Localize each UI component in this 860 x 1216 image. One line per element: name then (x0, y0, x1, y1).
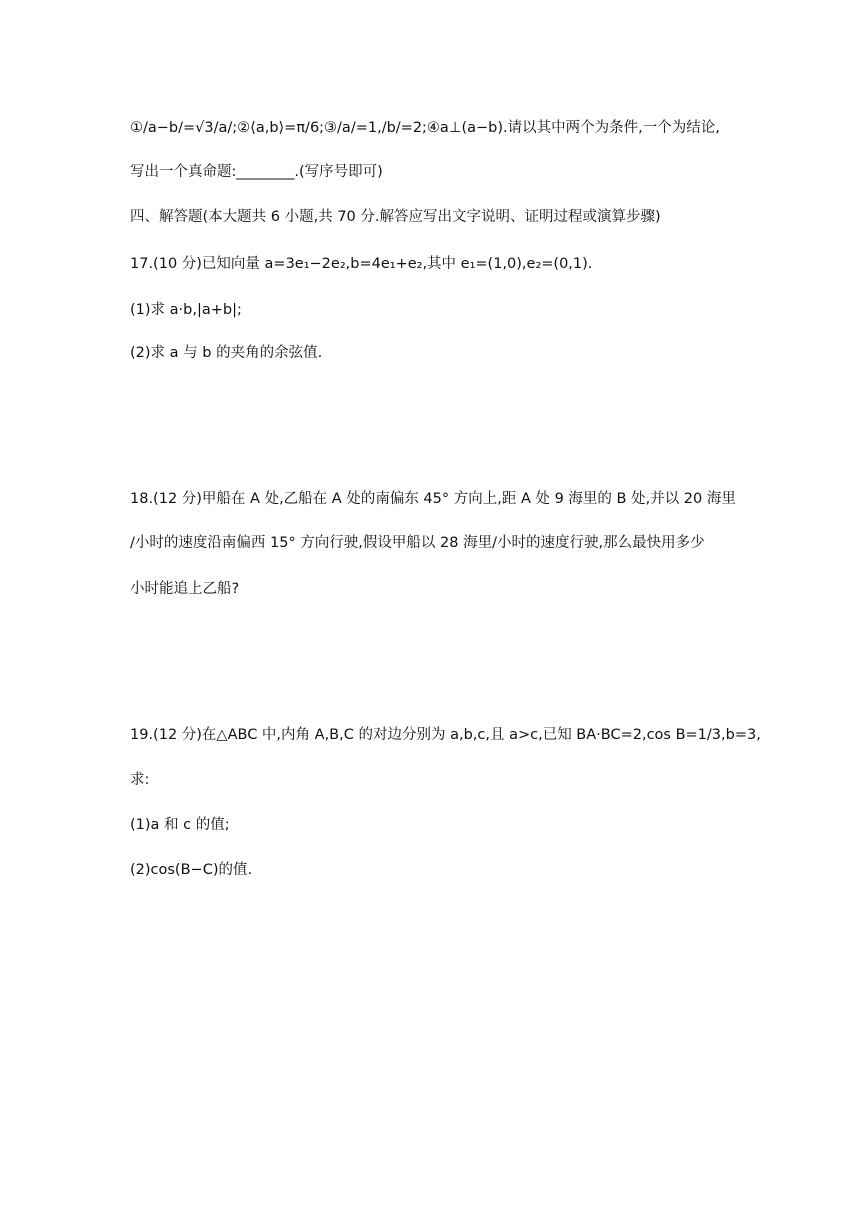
problem-16-question: 写出一个真命题:________.(写序号即可) (130, 164, 383, 180)
problem-17-statement: 17.(10 分)已知向量 a=3e₁−2e₂,b=4e₁+e₂,其中 e₁=(1,0),e₂=(0,1). (130, 256, 593, 272)
problem-18-line-1: 18.(12 分)甲船在 A 处,乙船在 A 处的南偏东 45° 方向上,距 A 处 9 海里的 B 处,并以 20 海里 (130, 491, 736, 507)
problem-19-part-1: (1)a 和 c 的值; (130, 817, 230, 833)
section-heading: 四、解答题(本大题共 6 小题,共 70 分.解答应写出文字说明、证明过程或演算步骤) (130, 209, 661, 225)
problem-17-part-1: (1)求 a·b,|a+b|; (130, 302, 242, 318)
problem-18-line-3: 小时能追上乙船? (130, 581, 240, 597)
problem-19-line-1: 19.(12 分)在△ABC 中,内角 A,B,C 的对边分别为 a,b,c,且 a>c,已知 BA·BC=2,cos B=1/3,b=3, (130, 727, 761, 743)
problem-17-part-2: (2)求 a 与 b 的夹角的余弦值. (130, 345, 323, 361)
problem-16-conditions: ①/a−b/=√3/a/;②⟨a,b⟩=π/6;③/a/=1,/b/=2;④a⊥(a−b).请以其中两个为条件,一个为结论, (130, 120, 720, 136)
problem-19-part-2: (2)cos(B−C)的值. (130, 862, 253, 878)
problem-19-line-2: 求: (130, 772, 150, 788)
problem-18-line-2: /小时的速度沿南偏西 15° 方向行驶,假设甲船以 28 海里/小时的速度行驶,那么最快用多少 (130, 535, 705, 551)
